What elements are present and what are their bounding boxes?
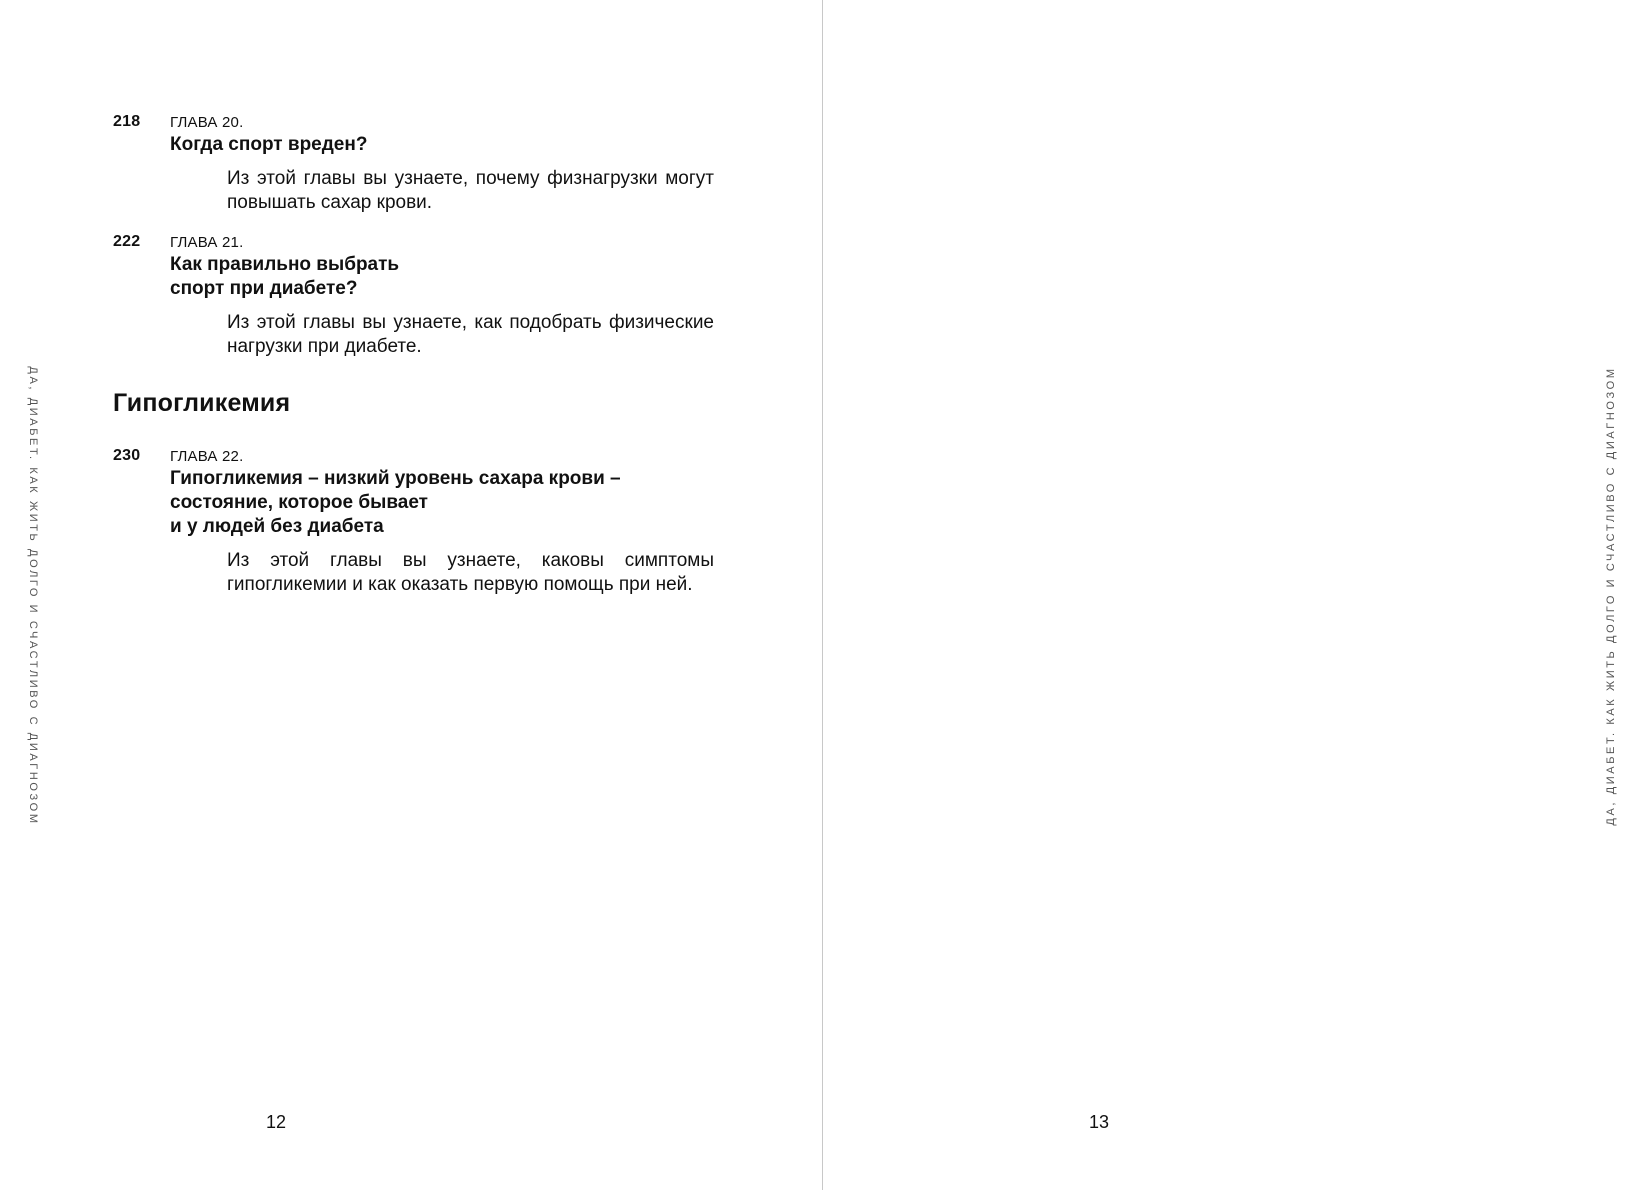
- running-head: ДА, ДИАБЕТ. КАК ЖИТЬ ДОЛГО И СЧАСТЛИВО С ДИАГНОЗОМ: [27, 366, 39, 826]
- toc-page-number: 222: [113, 233, 141, 250]
- toc-chapter-title: Когда спорт вреден?: [170, 134, 368, 155]
- section-heading: Гипогликемия: [113, 389, 291, 417]
- toc-chapter-description: Из этой главы вы узнаете, почему физнагрузки могут повышать сахар крови.: [227, 168, 714, 213]
- right-page: [823, 0, 1644, 1190]
- toc-chapter-description: Из этой главы вы узнаете, каковы симптомы гипогликемии и как оказать первую помощь при ней.: [227, 550, 714, 595]
- toc-chapter-description: Из этой главы вы узнаете, как подобрать физические нагрузки при диабете.: [227, 312, 714, 357]
- toc-chapter-title: Как правильно выбрать спорт при диабете?: [170, 254, 400, 299]
- page-number: 13: [1089, 1112, 1110, 1132]
- running-head: ДА, ДИАБЕТ. КАК ЖИТЬ ДОЛГО И СЧАСТЛИВО С ДИАГНОЗОМ: [1605, 366, 1617, 826]
- page-number: 12: [266, 1112, 287, 1132]
- toc-chapter-title: Гипогликемия – низкий уровень сахара крови – состояние, которое бывает и у людей без диабета: [170, 468, 621, 537]
- toc-chapter-label: ГЛАВА 20.: [170, 114, 244, 131]
- toc-chapter-label: ГЛАВА 22.: [170, 448, 244, 465]
- toc-page-number: 218: [113, 113, 141, 130]
- toc-page-number: 230: [113, 447, 141, 464]
- toc-chapter-label: ГЛАВА 21.: [170, 234, 244, 251]
